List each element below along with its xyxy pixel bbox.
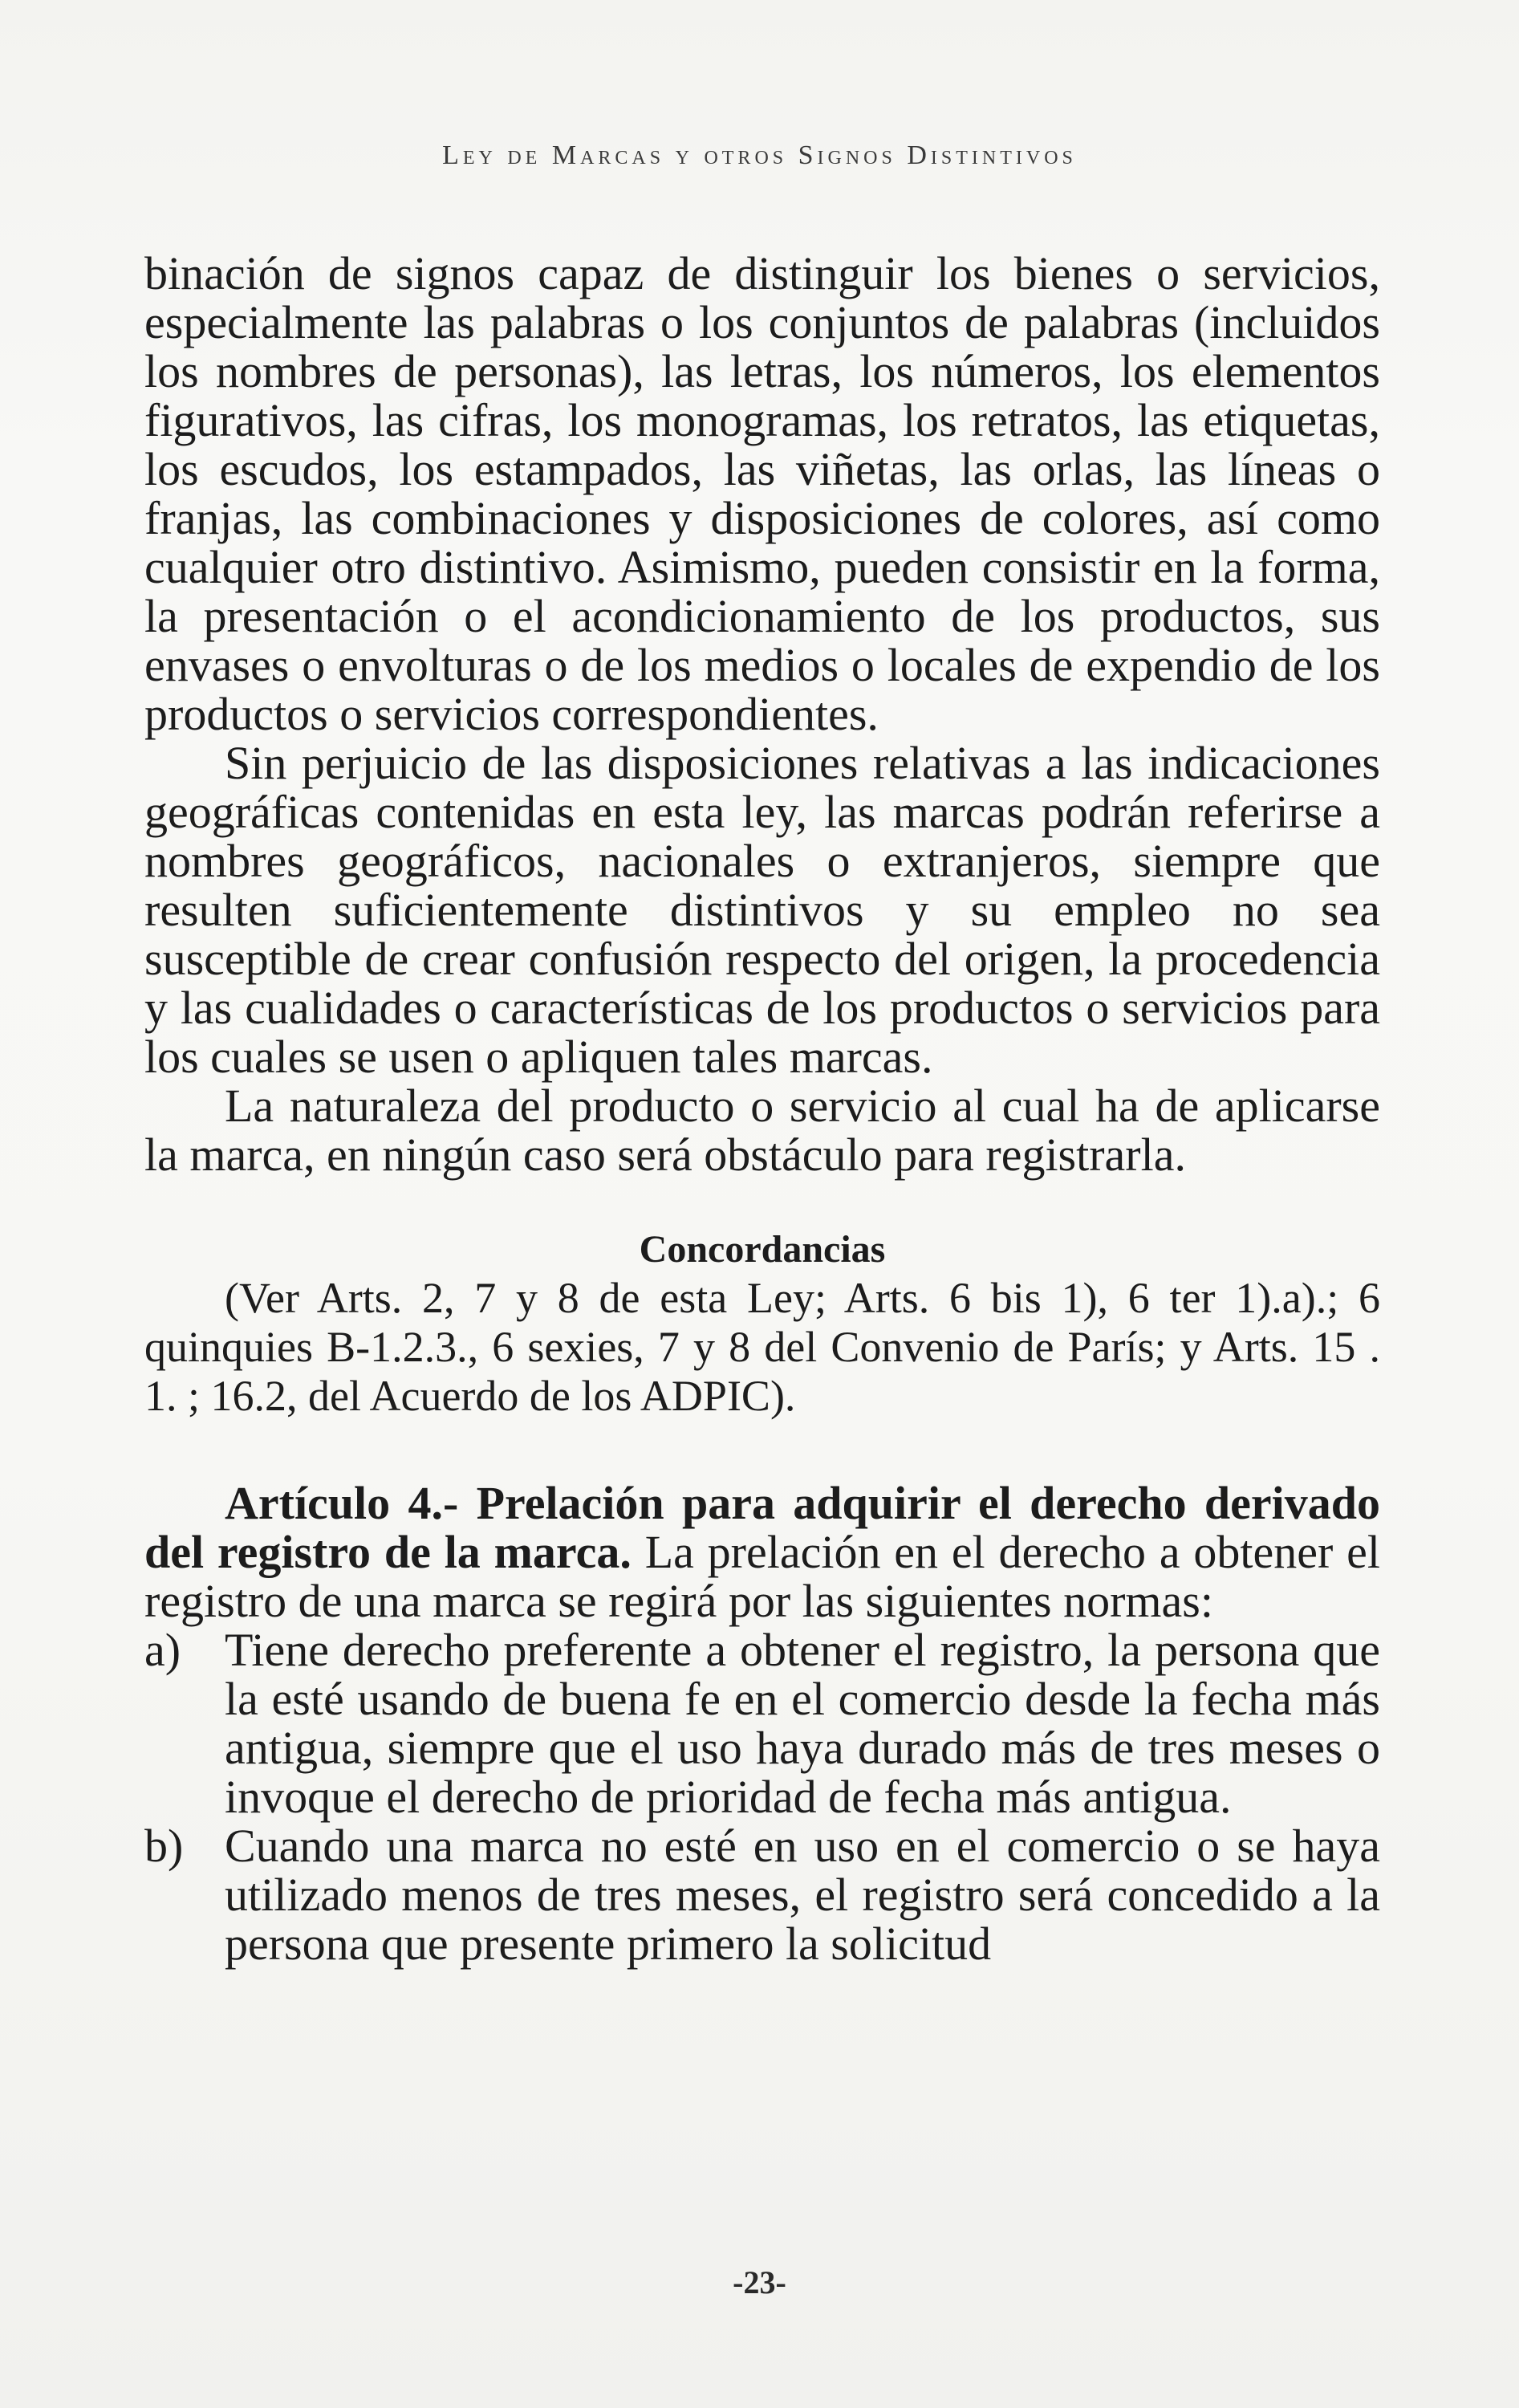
list-marker-b: b) xyxy=(144,1820,184,1872)
article-4 xyxy=(144,1479,1380,1625)
running-head: Ley de Marcas y otros Signos Distintivos xyxy=(442,140,1077,170)
article-4-text: La prelación en el derecho a obtener el registro de una marca se regirá por las siguientes normas: xyxy=(144,1526,1380,1627)
article-4-heading: Artículo 4.- Prelación para adquirir el derecho derivado del registro de la marca. xyxy=(144,1477,1380,1578)
paragraph-continuation: binación de signos capaz de distinguir los bienes o servicios, especialmente las palabras o los conjuntos de palabras (incluidos los nombres de personas), las letras, los números, los elementos figurativos, las cifras, los monogramas, los retratos, las etiquetas, los escudos, los estampados, las viñetas, las orlas, las líneas o franjas, las combinaciones y disposiciones de colores, así como cualquier otro distintivo. Asimismo, pueden consistir en la forma, la presentación o el acondicionamiento de los productos, sus envases o envolturas o de los medios o locales de expendio de los productos o servicios correspondientes. xyxy=(144,247,1380,740)
list-item-a xyxy=(144,1625,1380,1821)
list-text-b: Cuando una marca no esté en uso en el comercio o se haya utilizado menos de tres meses, el registro será concedido a la persona que presente primero la solicitud xyxy=(225,1820,1380,1970)
list-text-a: Tiene derecho preferente a obtener el registro, la persona que la esté usando de buena fe en el comercio desde la fecha más antigua, siempre que el uso haya durado más de tres meses o invoque el derecho de prioridad de fecha más antigua. xyxy=(225,1624,1380,1823)
page-number: -23- xyxy=(733,2264,786,2300)
paragraph-product-nature: La naturaleza del producto o servicio al cual ha de aplicarse la marca, en ningún caso será obstáculo para registrarla. xyxy=(144,1080,1380,1181)
concordancias-text: (Ver Arts. 2, 7 y 8 de esta Ley; Arts. 6 bis 1), 6 ter 1).a).; 6 quinquies B-1.2.3., 6 sexies, 7 y 8 del Convenio de París; y Arts. 15 . 1. ; 16.2, del Acuerdo de los ADPIC). xyxy=(144,1274,1380,1420)
page-body xyxy=(144,249,1380,1968)
paragraph-geographic-names: Sin perjuicio de las disposiciones relativas a las indicaciones geográficas contenidas en esta ley, las marcas podrán referirse a nombres geográficos, nacionales o extranjeros, siempre que resulten suficientemente distintivos y su empleo no sea susceptible de crear confusión respecto del origen, la procedencia y las cualidades o características de los productos o servicios para los cuales se usen o apliquen tales marcas. xyxy=(144,737,1380,1083)
concordancias-heading: Concordancias xyxy=(639,1228,886,1271)
list-marker-a: a) xyxy=(144,1624,181,1676)
list-item-b xyxy=(144,1821,1380,1968)
